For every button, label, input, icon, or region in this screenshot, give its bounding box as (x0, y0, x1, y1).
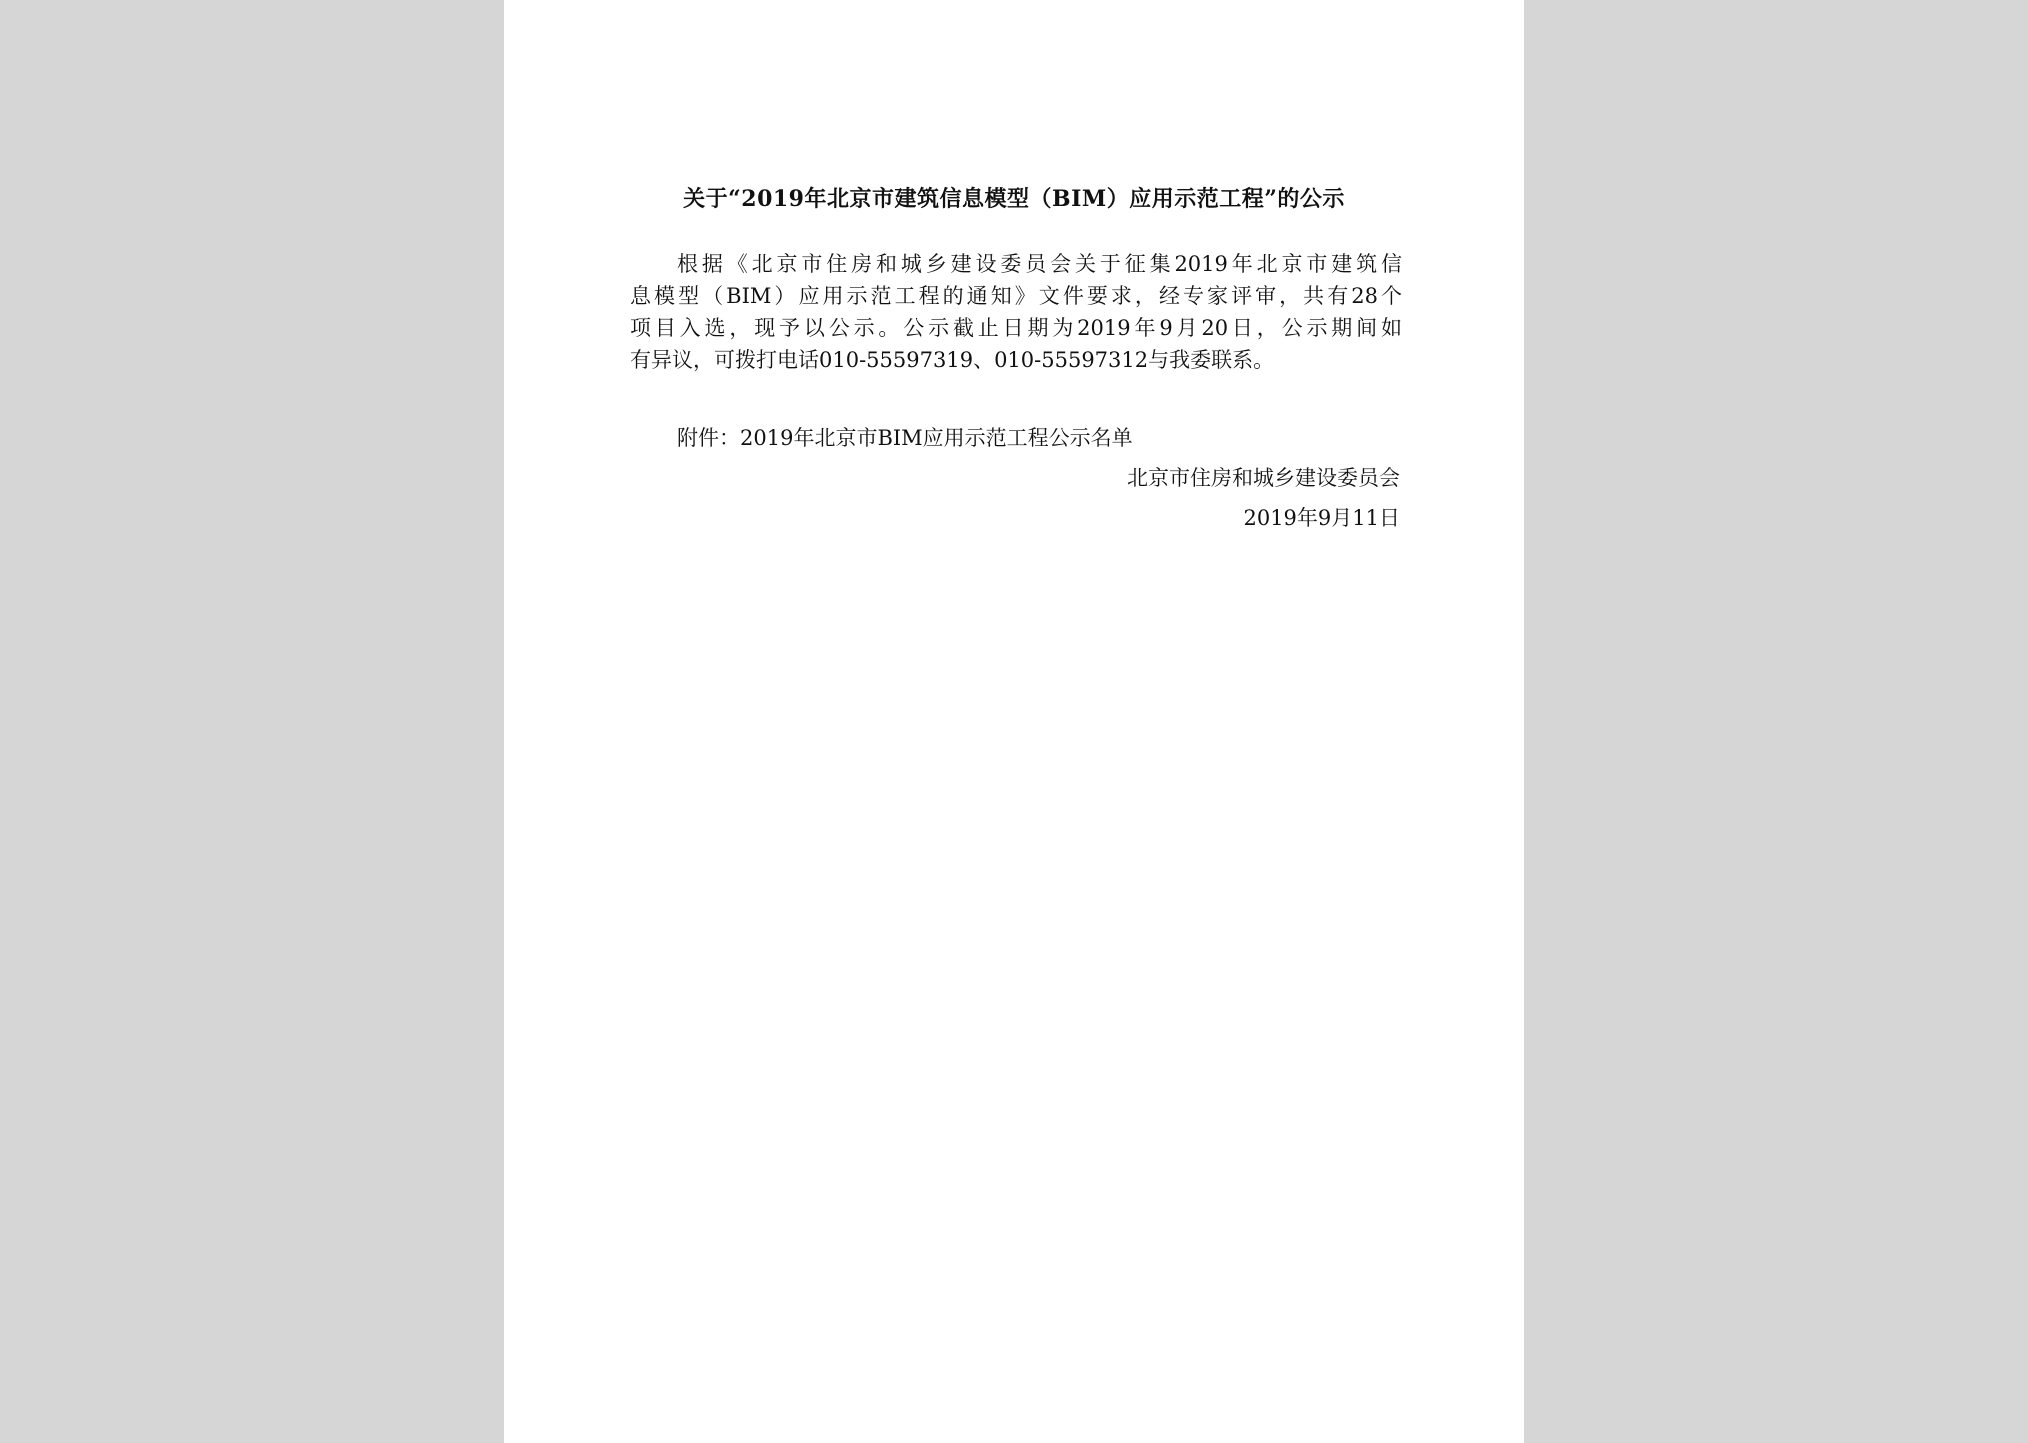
document-title: 关于“2019年北京市建筑信息模型（BIM）应用示范工程”的公示 (683, 186, 1345, 212)
paragraph-line-1: 根据《北京市住房和城乡建设委员会关于征集2019年北京市建筑信 (677, 252, 1402, 276)
paragraph-line-3: 项目入选，现予以公示。公示截止日期为2019年9月20日，公示期间如 (630, 316, 1402, 340)
issuer-signature: 北京市住房和城乡建设委员会 (1127, 466, 1400, 490)
issue-date: 2019年9月11日 (1243, 506, 1400, 530)
announcement-paragraph (630, 248, 1402, 376)
attachment-line: 附件：2019年北京市BIM应用示范工程公示名单 (677, 426, 1133, 450)
paragraph-line-4: 有异议，可拨打电话010-55597319、010-55597312与我委联系。 (630, 348, 1275, 372)
document-page (504, 0, 1524, 1443)
paragraph-line-2: 息模型（BIM）应用示范工程的通知》文件要求，经专家评审，共有28个 (630, 284, 1402, 308)
